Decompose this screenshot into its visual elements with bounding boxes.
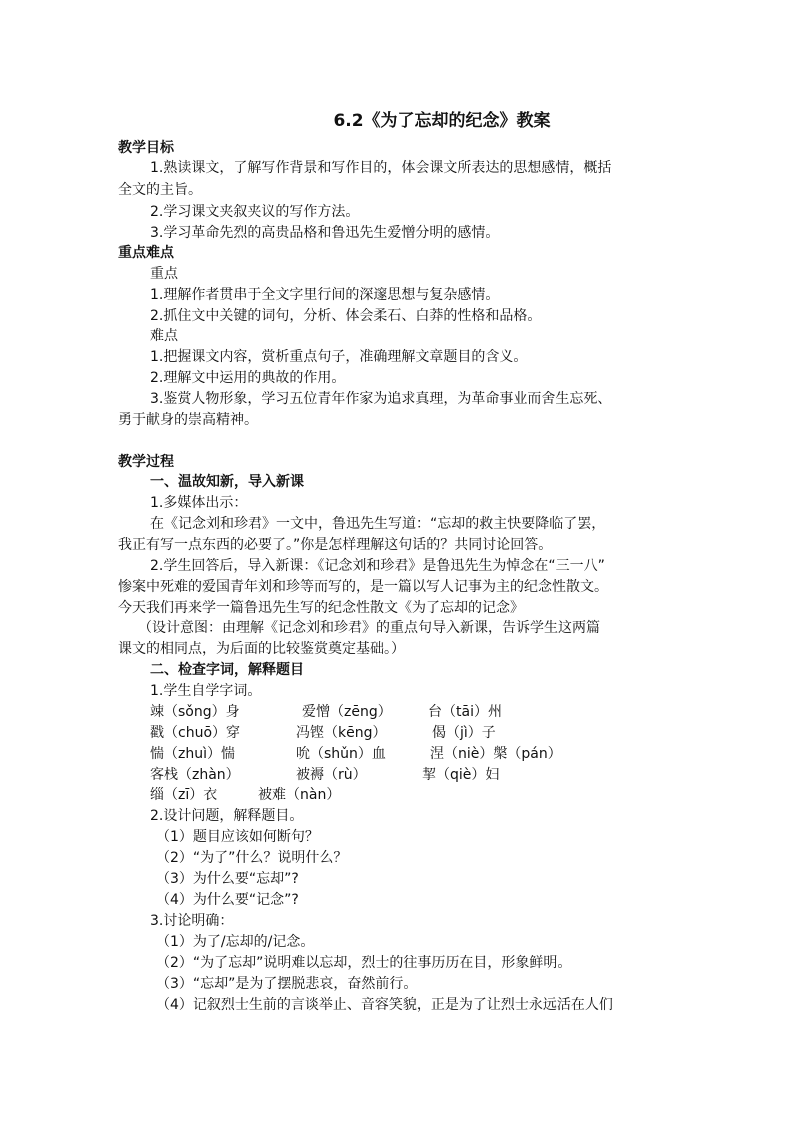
- word-entry: 冯铿（kēng）: [296, 725, 387, 741]
- design-intro: 2.设计问题，解释题目。: [150, 808, 304, 824]
- word-entry: 惴（zhuì）惴: [150, 746, 235, 762]
- goals-item: 全文的主旨。: [118, 182, 202, 198]
- question-item: （2）“为了”什么？说明什么？: [156, 850, 348, 866]
- section1-line: 我正有写一点东西的必要了。”你是怎样理解这句话的？共同讨论回答。: [118, 537, 553, 553]
- hard-item: 1.把握课文内容，赏析重点句子，准确理解文章题目的含义。: [150, 349, 528, 365]
- section1-line: 课文的相同点，为后面的比较鉴赏奠定基础。）: [118, 641, 405, 657]
- hard-label: 难点: [150, 328, 178, 344]
- answer-item: （1）为了/忘却的/记念。: [156, 934, 315, 950]
- answer-item: （2）“为了忘却”说明难以忘却，烈士的往事历历在目，形象鲜明。: [156, 955, 572, 971]
- word-entry: 缁（zī）衣: [150, 787, 218, 803]
- section2-heading: 二、检查字词，解释题目: [150, 662, 304, 678]
- goals-item: 1.熟读课文，了解写作背景和写作目的，体会课文所表达的思想感情，概括: [150, 160, 612, 176]
- word-entry: 台（tāi）州: [428, 704, 502, 720]
- word-entry: 被褥（rù）: [296, 767, 367, 783]
- section1-line: 在《记念刘和珍君》一文中，鲁迅先生写道：“忘却的救主快要降临了罢，: [150, 516, 606, 532]
- word-entry: 挈（qiè）妇: [422, 767, 500, 783]
- answer-item: （4）记叙烈士生前的言谈举止、音容笑貌，正是为了让烈士永远活在人们: [156, 997, 613, 1013]
- section1-line: （设计意图：由理解《记念刘和珍君》的重点句导入新课，告诉学生这两篇: [138, 620, 600, 636]
- page-title: 6.2《为了忘却的纪念》教案: [333, 111, 551, 131]
- word-entry: 竦（sǒng）身: [150, 704, 240, 720]
- goals-heading: 教学目标: [118, 140, 174, 156]
- section1-line: 1.多媒体出示：: [150, 495, 248, 511]
- hard-item: 3.鉴赏人物形象，学习五位青年作家为追求真理，为革命事业而舍生忘死、: [150, 391, 612, 407]
- key-item: 2.抓住文中关键的词句，分析、体会柔石、白莽的性格和品格。: [150, 308, 542, 324]
- word-entry: 爱憎（zēng）: [302, 704, 392, 720]
- word-entry: 涅（niè）槃（pán）: [430, 746, 562, 762]
- word-entry: 客栈（zhàn）: [150, 767, 240, 783]
- word-entry: 吮（shǔn）血: [296, 746, 386, 762]
- question-item: （1）题目应该如何断句？: [156, 829, 319, 845]
- word-entry: 被难（nàn）: [258, 787, 341, 803]
- section2-intro: 1.学生自学字词。: [150, 683, 262, 699]
- goals-item: 2.学习课文夹叙夹议的写作方法。: [150, 204, 360, 220]
- section1-line: 惨案中死难的爱国青年刘和珍等而写的，是一篇以写人记事为主的纪念性散文。: [118, 579, 608, 595]
- section1-line: 2.学生回答后，导入新课：《记念刘和珍君》是鲁迅先生为悼念在“三一八”: [150, 558, 605, 574]
- question-item: （3）为什么要“忘却”?: [156, 871, 299, 887]
- discuss-intro: 3.讨论明确：: [150, 913, 234, 929]
- section1-line: 今天我们再来学一篇鲁迅先生写的纪念性散文《为了忘却的记念》: [118, 600, 524, 616]
- answer-item: （3）“忘却”是为了摆脱悲哀，奋然前行。: [156, 976, 418, 992]
- key-label: 重点: [150, 266, 178, 282]
- goals-item: 3.学习革命先烈的高贵品格和鲁迅先生爱憎分明的感情。: [150, 225, 500, 241]
- question-item: （4）为什么要“记念”?: [156, 892, 299, 908]
- section1-heading: 一、温故知新，导入新课: [150, 474, 304, 490]
- process-heading: 教学过程: [118, 454, 174, 470]
- word-entry: 偈（jì）子: [432, 725, 496, 741]
- word-entry: 戳（chuō）穿: [150, 725, 241, 741]
- hard-item: 2.理解文中运用的典故的作用。: [150, 370, 346, 386]
- hard-item: 勇于献身的崇高精神。: [118, 412, 258, 428]
- key-points-heading: 重点难点: [118, 245, 174, 261]
- key-item: 1.理解作者贯串于全文字里行间的深邃思想与复杂感情。: [150, 287, 500, 303]
